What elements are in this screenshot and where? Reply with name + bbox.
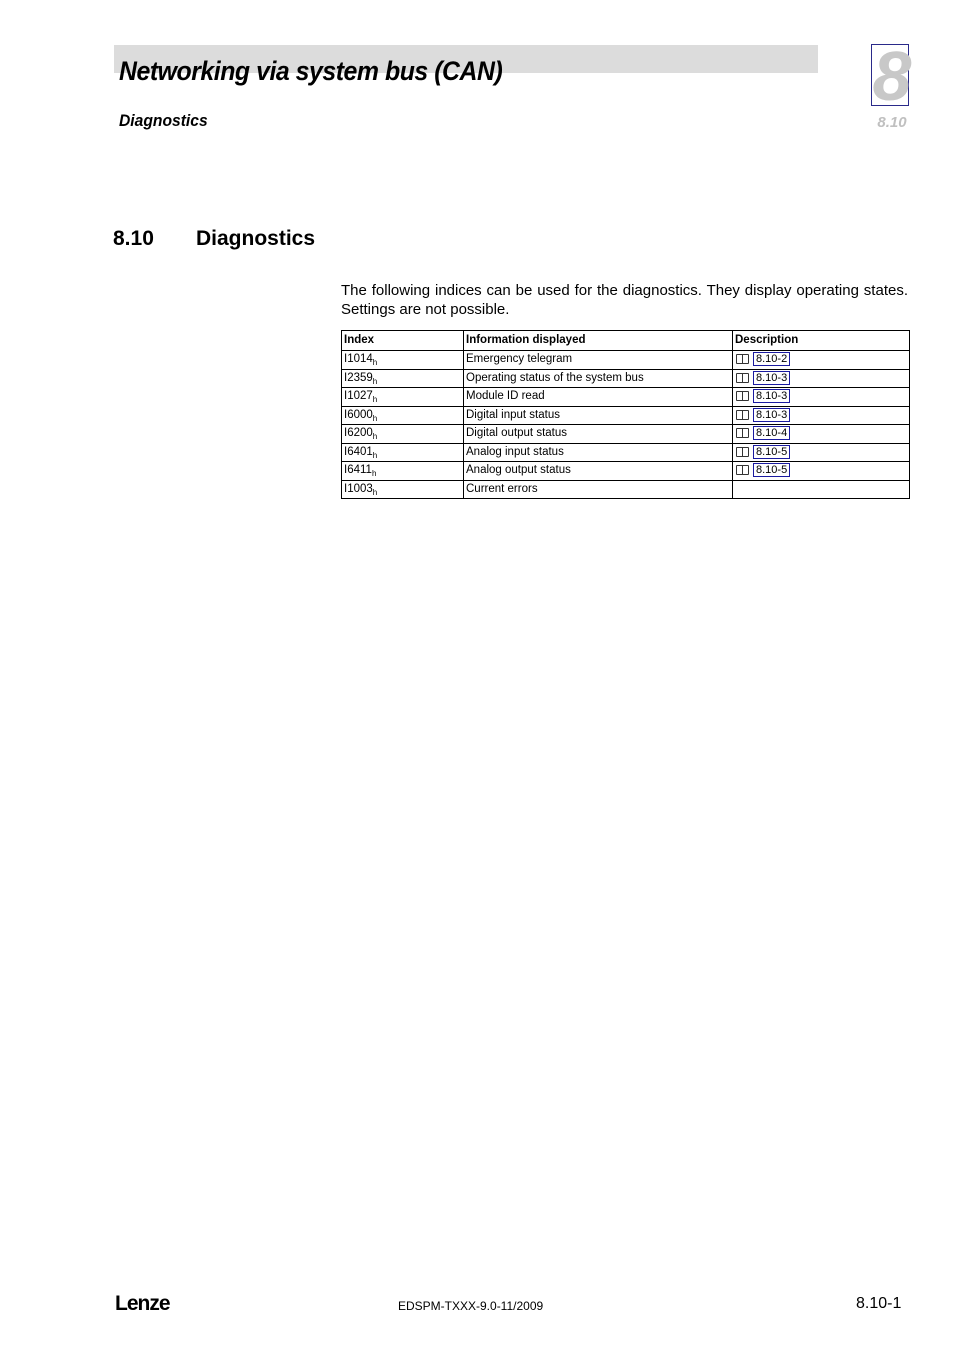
index-hex-suffix: h xyxy=(372,358,378,368)
page-number: 8.10-1 xyxy=(856,1295,902,1312)
header-index: Index xyxy=(342,331,464,351)
chapter-subtitle: Diagnostics xyxy=(119,111,208,130)
info-cell: Digital output status xyxy=(464,425,733,444)
page-reference-link[interactable]: 8.10-3 xyxy=(753,408,790,422)
book-icon xyxy=(736,410,749,420)
index-hex-suffix: h xyxy=(372,376,378,386)
index-cell xyxy=(342,480,464,499)
header-description: Description xyxy=(733,331,910,351)
description-cell xyxy=(733,462,910,481)
book-icon xyxy=(736,428,749,438)
description-cell xyxy=(733,425,910,444)
info-cell: Operating status of the system bus xyxy=(464,369,733,388)
section-number: 8.10 xyxy=(113,227,154,250)
description-cell xyxy=(733,443,910,462)
description-cell xyxy=(733,406,910,425)
index-cell xyxy=(342,388,464,407)
info-cell: Module ID read xyxy=(464,388,733,407)
diagnostics-table xyxy=(341,330,910,499)
index-cell xyxy=(342,369,464,388)
chapter-title: Networking via system bus (CAN) xyxy=(119,56,503,86)
table-row xyxy=(342,480,910,499)
page-reference-link[interactable]: 8.10-4 xyxy=(753,426,790,440)
book-icon xyxy=(736,447,749,457)
description-cell xyxy=(733,388,910,407)
index-cell xyxy=(342,351,464,370)
index-hex-suffix: h xyxy=(371,469,377,479)
info-cell: Emergency telegram xyxy=(464,351,733,370)
description-cell xyxy=(733,480,910,499)
table-row xyxy=(342,388,910,407)
index-value: I1014 xyxy=(344,353,373,366)
table-row xyxy=(342,462,910,481)
page-reference-link[interactable]: 8.10-2 xyxy=(753,352,790,366)
page-reference-link[interactable]: 8.10-3 xyxy=(753,371,790,385)
book-icon xyxy=(736,373,749,383)
info-cell: Analog input status xyxy=(464,443,733,462)
index-value: I6411 xyxy=(344,464,372,477)
page-reference-link[interactable]: 8.10-3 xyxy=(753,389,790,403)
index-value: I6200 xyxy=(344,427,373,440)
index-hex-suffix: h xyxy=(372,450,378,460)
page-reference-link[interactable]: 8.10-5 xyxy=(753,445,790,459)
index-value: I6000 xyxy=(344,408,373,421)
table-row xyxy=(342,369,910,388)
header-information: Information displayed xyxy=(464,331,733,351)
index-value: I1027 xyxy=(344,390,373,403)
index-cell xyxy=(342,406,464,425)
index-hex-suffix: h xyxy=(372,432,378,442)
info-cell: Analog output status xyxy=(464,462,733,481)
book-icon xyxy=(736,465,749,475)
table-row xyxy=(342,406,910,425)
info-cell: Digital input status xyxy=(464,406,733,425)
lenze-logo: Lenze xyxy=(115,1292,170,1315)
index-hex-suffix: h xyxy=(372,395,378,405)
index-cell xyxy=(342,462,464,481)
book-icon xyxy=(736,354,749,364)
index-value: I6401 xyxy=(344,445,373,458)
description-cell xyxy=(733,351,910,370)
table-row xyxy=(342,425,910,444)
index-hex-suffix: h xyxy=(372,487,378,497)
index-value: I1003 xyxy=(344,482,373,495)
description-cell xyxy=(733,369,910,388)
chapter-number: 8 xyxy=(872,37,912,115)
intro-paragraph: The following indices can be used for the diagnostics. They display operating states. Settings are not possible. xyxy=(341,282,908,318)
page-reference-link[interactable]: 8.10-5 xyxy=(753,463,790,477)
info-cell: Current errors xyxy=(464,480,733,499)
index-cell xyxy=(342,443,464,462)
book-icon xyxy=(736,391,749,401)
table-header-row xyxy=(342,331,910,351)
table-row xyxy=(342,351,910,370)
index-hex-suffix: h xyxy=(372,413,378,423)
table-row xyxy=(342,443,910,462)
index-value: I2359 xyxy=(344,371,373,384)
document-id: EDSPM-TXXX-9.0-11/2009 xyxy=(398,1299,544,1313)
index-cell xyxy=(342,425,464,444)
section-marker: 8.10 xyxy=(877,114,907,131)
section-title: Diagnostics xyxy=(196,227,316,250)
